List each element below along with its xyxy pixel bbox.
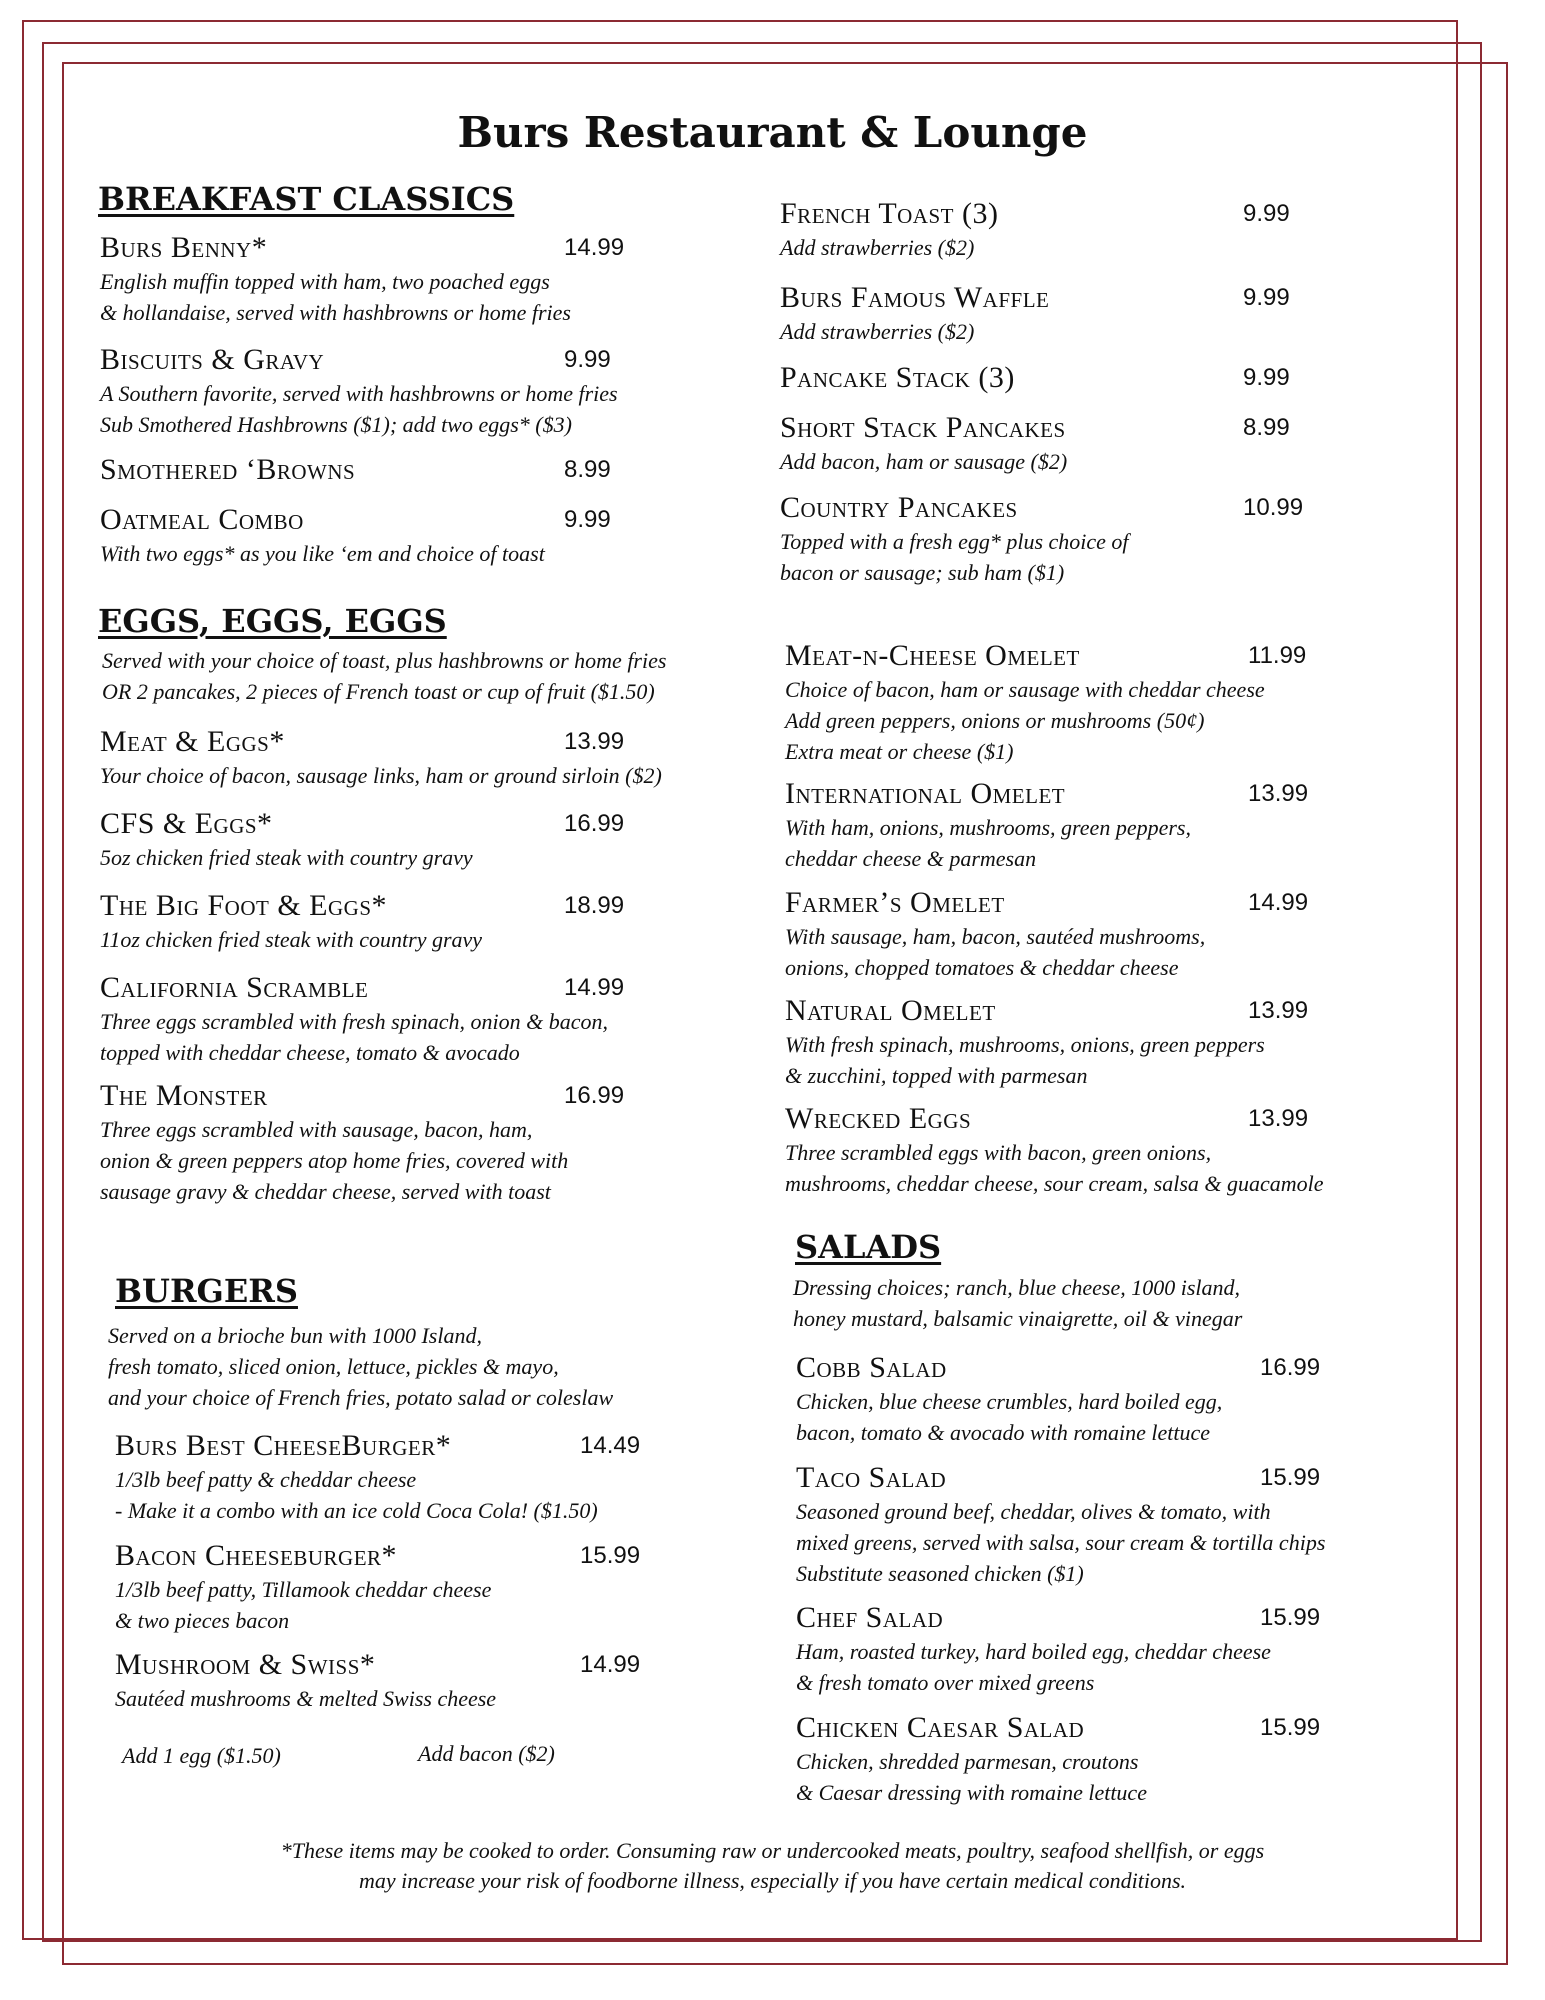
menu-item-description: Sautéed mushrooms & melted Swiss cheese [115, 1686, 497, 1711]
menu-item [780, 360, 1290, 396]
menu-item-price: 13.99 [1248, 780, 1309, 807]
menu-item-price: 14.49 [580, 1432, 641, 1459]
menu-item-description: mixed greens, served with salsa, sour cream & tortilla chips [796, 1530, 1326, 1555]
menu-item-name: Natural Omelet [785, 994, 996, 1027]
menu-item-description: Ham, roasted turkey, hard boiled egg, cheddar cheese [796, 1639, 1271, 1664]
menu-item-description: Seasoned ground beef, cheddar, olives & tomato, with [796, 1499, 1271, 1524]
menu-item-name: California Scramble [100, 971, 369, 1004]
menu-item-price: 9.99 [564, 506, 611, 533]
menu-item-description: 1/3lb beef patty, Tillamook cheddar cheese [115, 1577, 492, 1602]
menu-item-description: bacon or sausage; sub ham ($1) [780, 560, 1065, 585]
menu-item-name: CFS & Eggs* [100, 807, 273, 840]
menu-item [796, 1600, 1321, 1698]
menu-item-price: 8.99 [564, 456, 611, 483]
menu-item-description: - Make it a combo with an ice cold Coca Cola! ($1.50) [115, 1498, 598, 1523]
menu-item-description: bacon, tomato & avocado with romaine lettuce [796, 1420, 1211, 1445]
menu-item-price: 15.99 [1260, 1604, 1321, 1631]
burger-add-bacon: Add bacon ($2) [418, 1741, 555, 1766]
menu-item-description: mushrooms, cheddar cheese, sour cream, salsa & guacamole [785, 1171, 1324, 1196]
food-safety-disclaimer [0, 1836, 1545, 1896]
menu-item [100, 452, 611, 488]
menu-item-description: Substitute seasoned chicken ($1) [796, 1561, 1084, 1586]
menu-item [785, 638, 1307, 767]
menu-item-price: 14.99 [580, 1651, 641, 1678]
menu-item-description: & zucchini, topped with parmesan [785, 1063, 1088, 1088]
eggs-section-note [102, 645, 666, 707]
menu-item-description: 5oz chicken fried steak with country gravy [100, 845, 473, 870]
menu-item-description: Sub Smothered Hashbrowns ($1); add two eggs* ($3) [100, 412, 572, 437]
menu-item-description: Add strawberries ($2) [780, 235, 975, 260]
section-burgers: BURGERS [115, 1272, 298, 1310]
menu-item-name: Cobb Salad [796, 1351, 947, 1384]
menu-item-price: 11.99 [1248, 642, 1307, 669]
menu-item-name: Chicken Caesar Salad [796, 1711, 1085, 1744]
note-line: and your choice of French fries, potato salad or coleslaw [108, 1385, 614, 1410]
menu-item-price: 15.99 [1260, 1464, 1321, 1491]
note-line: honey mustard, balsamic vinaigrette, oil & vinegar [793, 1306, 1243, 1331]
menu-item-description: cheddar cheese & parmesan [785, 846, 1037, 871]
note-line: fresh tomato, sliced onion, lettuce, pickles & mayo, [108, 1354, 559, 1379]
menu-item-description: sausage gravy & cheddar cheese, served with toast [100, 1179, 551, 1204]
menu-item [785, 885, 1309, 983]
menu-item [796, 1710, 1321, 1808]
menu-item-name: Chef Salad [796, 1601, 944, 1634]
menu-item-price: 9.99 [1243, 364, 1290, 391]
menu-item [115, 1428, 641, 1526]
menu-item-description: A Southern favorite, served with hashbrowns or home fries [100, 381, 618, 406]
note-line: Served with your choice of toast, plus hashbrowns or home fries [102, 648, 667, 673]
menu-item [780, 410, 1290, 477]
menu-item [115, 1647, 641, 1714]
disclaimer-line: may increase your risk of foodborne illness, especially if you have certain medical conditions. [358, 1868, 1187, 1893]
menu-item-price: 14.99 [1248, 889, 1309, 916]
menu-item-price: 9.99 [564, 346, 611, 373]
menu-item [100, 502, 611, 569]
menu-item-price: 14.99 [564, 234, 625, 261]
menu-item-description: Add bacon, ham or sausage ($2) [780, 449, 1068, 474]
menu-item-name: Mushroom & Swiss* [115, 1648, 376, 1681]
menu-item [100, 888, 625, 955]
menu-item-price: 15.99 [580, 1542, 641, 1569]
menu-item-name: Burs Best CheeseBurger* [115, 1429, 452, 1462]
note-line: OR 2 pancakes, 2 pieces of French toast or cup of fruit ($1.50) [102, 679, 655, 704]
menu-item-price: 9.99 [1243, 284, 1290, 311]
menu-item-name: Taco Salad [796, 1461, 947, 1494]
menu-item-price: 16.99 [564, 810, 625, 837]
burger-add-egg: Add 1 egg ($1.50) [122, 1743, 281, 1768]
menu-item [100, 342, 618, 440]
menu-item-name: Meat & Eggs* [100, 725, 285, 758]
menu-item-price: 13.99 [1248, 997, 1309, 1024]
menu-item [100, 1078, 625, 1207]
menu-item [115, 1538, 641, 1636]
note-line: Dressing choices; ranch, blue cheese, 1000 island, [793, 1275, 1241, 1300]
menu-item-price: 13.99 [1248, 1105, 1309, 1132]
menu-item [100, 806, 625, 873]
menu-item-name: Meat-n-Cheese Omelet [785, 639, 1080, 672]
note-line: Served on a brioche bun with 1000 Island, [108, 1323, 482, 1348]
menu-item [785, 776, 1309, 874]
section-breakfast-classics: BREAKFAST CLASSICS [98, 180, 515, 218]
menu-item-description: Add green peppers, onions or mushrooms (50¢) [785, 708, 1205, 733]
menu-item-price: 8.99 [1243, 414, 1290, 441]
menu-item-description: & hollandaise, served with hashbrowns or home fries [100, 300, 571, 325]
menu-item-name: International Omelet [785, 777, 1066, 810]
menu-item-description: English muffin topped with ham, two poached eggs [100, 269, 550, 294]
menu-item-name: Pancake Stack (3) [780, 361, 1015, 394]
menu-item-description: Three scrambled eggs with bacon, green onions, [785, 1140, 1212, 1165]
menu-item-description: topped with cheddar cheese, tomato & avocado [100, 1040, 520, 1065]
menu-item-description: & Caesar dressing with romaine lettuce [796, 1780, 1147, 1805]
restaurant-title: Burs Restaurant & Lounge [457, 108, 1088, 157]
menu-item-price: 14.99 [564, 974, 625, 1001]
menu-item [100, 230, 625, 328]
menu-item-name: Smothered ‘Browns [100, 453, 356, 486]
menu-item-description: Your choice of bacon, sausage links, ham or ground sirloin ($2) [100, 763, 662, 788]
menu-item-description: Choice of bacon, ham or sausage with cheddar cheese [785, 677, 1265, 702]
menu-item [780, 490, 1304, 588]
menu-item [785, 993, 1309, 1091]
menu-item-price: 10.99 [1243, 494, 1304, 521]
menu-item-description: Chicken, shredded parmesan, croutons [796, 1749, 1139, 1774]
menu-item-name: The Monster [100, 1079, 268, 1112]
menu-item [785, 1101, 1324, 1199]
menu-item-price: 15.99 [1260, 1714, 1321, 1741]
menu-item-name: Oatmeal Combo [100, 503, 304, 536]
menu-item-description: Extra meat or cheese ($1) [785, 739, 1014, 764]
menu-item-description: onions, chopped tomatoes & cheddar cheese [785, 955, 1179, 980]
menu-item-description: Topped with a fresh egg* plus choice of [780, 529, 1129, 554]
menu-item-price: 16.99 [1260, 1354, 1321, 1381]
menu-item [796, 1460, 1325, 1589]
menu-item-name: Wrecked Eggs [785, 1102, 972, 1135]
menu-item [796, 1350, 1321, 1448]
menu-item-description: With fresh spinach, mushrooms, onions, green peppers [785, 1032, 1265, 1057]
menu-item-name: Burs Benny* [100, 231, 268, 264]
menu-item-description: & two pieces bacon [115, 1608, 290, 1633]
menu-item-description: With sausage, ham, bacon, sautéed mushrooms, [785, 924, 1206, 949]
menu-item [100, 724, 662, 791]
salads-section-note [793, 1272, 1242, 1334]
disclaimer-line: *These items may be cooked to order. Consuming raw or undercooked meats, poultry, seafood shellfish, or eggs [280, 1838, 1265, 1863]
menu-item-name: Short Stack Pancakes [780, 411, 1066, 444]
menu-item-description: onion & green peppers atop home fries, covered with [100, 1148, 569, 1173]
menu-item-name: Biscuits & Gravy [100, 343, 325, 376]
menu-item-description: With ham, onions, mushrooms, green peppers, [785, 815, 1191, 840]
menu-item-price: 16.99 [564, 1082, 625, 1109]
menu-item-description: & fresh tomato over mixed greens [796, 1670, 1095, 1695]
menu-item-name: Country Pancakes [780, 491, 1018, 524]
menu-item-name: Farmer’s Omelet [785, 886, 1005, 919]
menu-item-name: Bacon Cheeseburger* [115, 1539, 398, 1572]
menu-item-description: Chicken, blue cheese crumbles, hard boiled egg, [796, 1389, 1223, 1414]
menu-item-description: Add strawberries ($2) [780, 319, 975, 344]
menu-item [100, 970, 625, 1068]
menu-item [780, 280, 1290, 347]
menu-item [780, 196, 1290, 263]
menu-item-name: French Toast (3) [780, 197, 999, 230]
menu-item-price: 18.99 [564, 892, 625, 919]
menu-item-description: Three eggs scrambled with sausage, bacon, ham, [100, 1117, 533, 1142]
burgers-section-note [108, 1320, 613, 1413]
menu-item-price: 13.99 [564, 728, 625, 755]
menu-item-description: 1/3lb beef patty & cheddar cheese [115, 1467, 417, 1492]
menu-item-price: 9.99 [1243, 200, 1290, 227]
menu-item-name: Burs Famous Waffle [780, 281, 1050, 314]
menu-item-description: With two eggs* as you like ‘em and choice of toast [100, 541, 545, 566]
section-eggs: EGGS, EGGS, EGGS [98, 602, 447, 640]
menu-item-description: Three eggs scrambled with fresh spinach, onion & bacon, [100, 1009, 608, 1034]
menu-item-description: 11oz chicken fried steak with country gravy [100, 927, 483, 952]
section-salads: SALADS [795, 1228, 942, 1266]
menu-item-name: The Big Foot & Eggs* [100, 889, 388, 922]
